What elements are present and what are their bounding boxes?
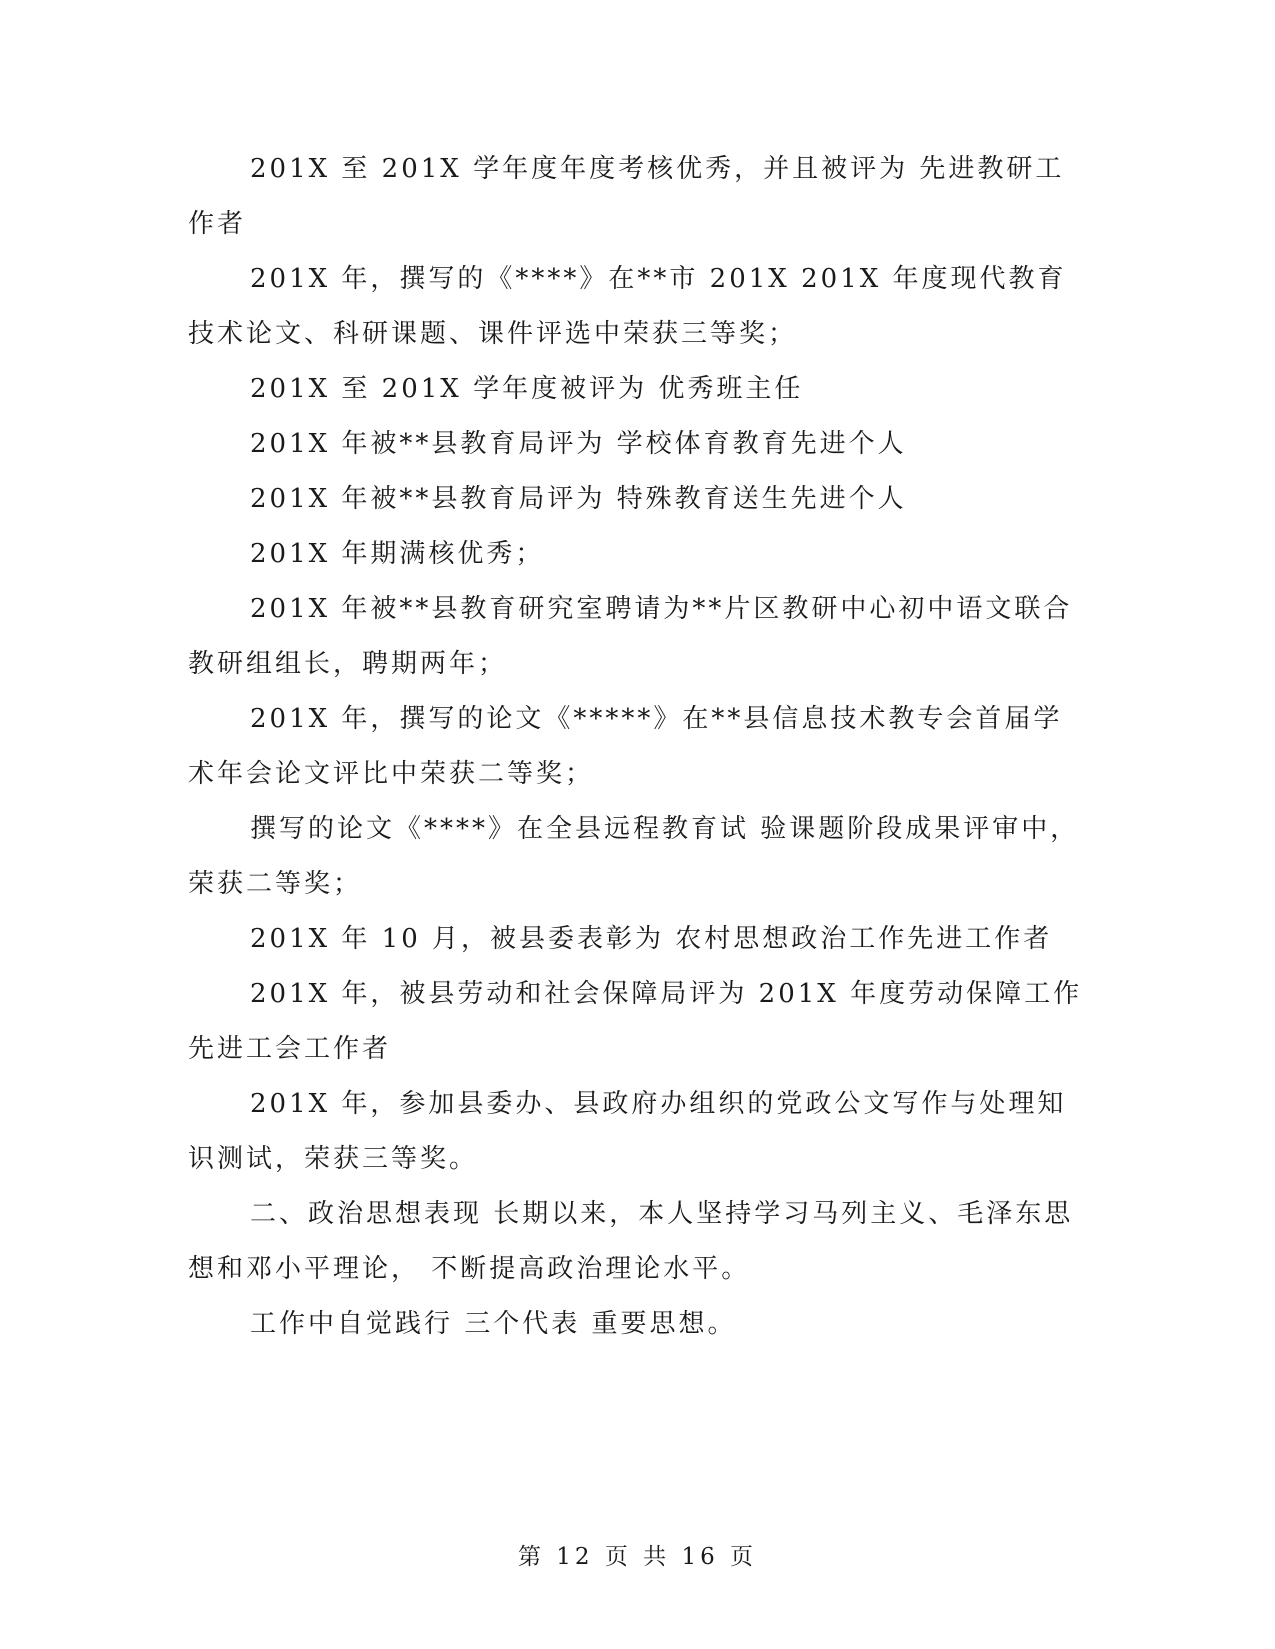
paragraph-4: 201X 年被**县教育局评为 学校体育教育先进个人: [250, 429, 907, 459]
paragraph-6: 201X 年期满核优秀；: [250, 539, 545, 569]
paragraph-2: 201X 年，撰写的《****》在**市 201X 201X 年度现代教育技术论文、科研课题、课件评选中荣获三等奖；: [188, 264, 1067, 349]
paragraph-1: 201X 至 201X 学年度年度考核优秀，并且被评为 先进教研工作者: [188, 154, 1065, 239]
paragraph-13: 二、政治思想表现 长期以来，本人坚持学习马列主义、毛泽东思想和邓小平理论， 不断提高政治理论水平。: [188, 1199, 1074, 1284]
page-number-footer: 第 12 页 共 16 页: [517, 1544, 758, 1570]
document-body: [188, 142, 1088, 1352]
paragraph-7: 201X 年被**县教育研究室聘请为**片区教研中心初中语文联合教研组组长，聘期两年；: [188, 594, 1073, 679]
paragraph-12: 201X 年，参加县委办、县政府办组织的党政公文写作与处理知识测试，荣获三等奖。: [188, 1089, 1067, 1174]
paragraph-8: 201X 年，撰写的论文《*****》在**县信息技术教专会首届学术年会论文评比中荣获二等奖；: [188, 704, 1063, 789]
paragraph-11: 201X 年，被县劳动和社会保障局评为 201X 年度劳动保障工作先进工会工作者: [188, 979, 1083, 1064]
paragraph-3: 201X 至 201X 学年度被评为 优秀班主任: [250, 374, 804, 404]
paragraph-5: 201X 年被**县教育局评为 特殊教育送生先进个人: [250, 484, 907, 514]
paragraph-14: 工作中自觉践行 三个代表 重要思想。: [250, 1309, 737, 1339]
paragraph-9: 撰写的论文《****》在全县远程教育试 验课题阶段成果评审中，荣获二等奖；: [188, 814, 1080, 899]
paragraph-10: 201X 年 10 月，被县委表彰为 农村思想政治工作先进工作者: [250, 924, 1053, 954]
